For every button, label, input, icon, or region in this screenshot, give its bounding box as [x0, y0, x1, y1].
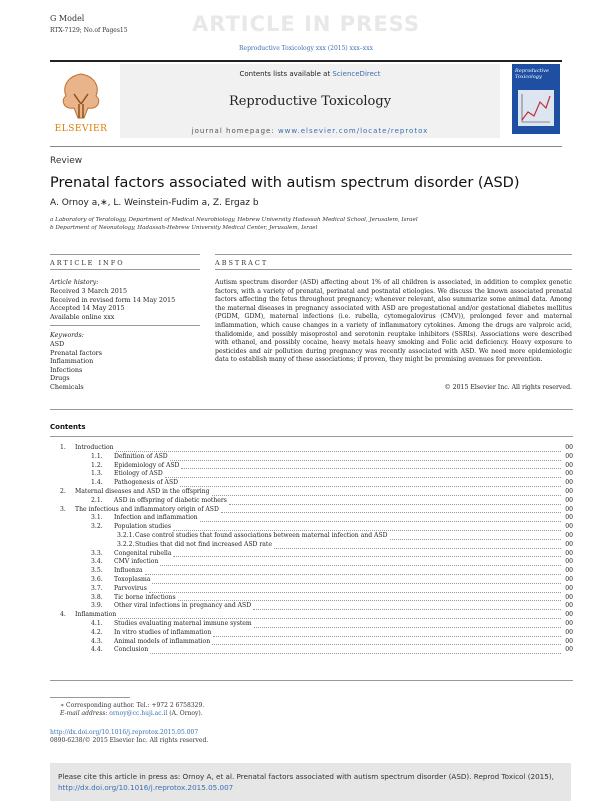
toc-leader [212, 495, 561, 496]
divider [215, 254, 572, 255]
affiliation-a: a Laboratory of Teratology, Department of Medical Neurobiology, Hebrew University Hadassah Medical School, Jerusalem, Israel [50, 217, 418, 223]
toc-entry[interactable] [50, 611, 573, 620]
article-info-heading: ARTICLE INFO [50, 259, 125, 267]
abstract-heading: ABSTRACT [215, 259, 269, 267]
divider [50, 254, 200, 255]
history-line: Received in revised form 14 May 2015 [50, 295, 176, 304]
toc-number: 3.4. [91, 558, 103, 566]
toc-title: Other viral infections in pregnancy and ASD [114, 602, 252, 610]
toc-leader [160, 565, 561, 566]
keyword-list [50, 340, 102, 392]
toc-number: 3.3. [91, 549, 103, 557]
toc-leader [212, 644, 561, 645]
divider [215, 269, 572, 270]
toc-title: CMV infection [114, 558, 159, 566]
table-of-contents [50, 444, 573, 655]
toc-entry[interactable] [50, 444, 573, 453]
email-suffix: (A. Ornoy). [167, 710, 203, 717]
toc-number: 1.2. [91, 461, 103, 469]
keyword: Drugs [50, 374, 70, 383]
toc-page: 00 [565, 523, 573, 531]
ref-line: RTX-7129; No.of Pages15 [50, 27, 128, 34]
toc-number: 3.9. [91, 602, 103, 610]
toc-entry[interactable] [50, 497, 573, 506]
toc-page: 00 [565, 540, 573, 548]
divider [50, 680, 573, 681]
toc-page: 00 [565, 505, 573, 513]
toc-leader [173, 556, 561, 557]
toc-title: Infection and inflammation [114, 514, 198, 522]
homepage-prefix: journal homepage: [191, 127, 278, 135]
toc-leader [149, 592, 561, 593]
toc-entry[interactable] [50, 462, 573, 471]
toc-number: 1.1. [91, 452, 103, 460]
toc-number: 1. [60, 444, 66, 451]
toc-number: 3.5. [91, 567, 103, 575]
toc-number: 2. [60, 487, 66, 495]
abstract-copyright: © 2015 Elsevier Inc. All rights reserved. [444, 384, 572, 391]
keyword: ASD [50, 340, 65, 348]
sciencedirect-link[interactable]: ScienceDirect [332, 70, 381, 78]
toc-title: Introduction [75, 444, 114, 451]
toc-title: Studies evaluating maternal immune system [114, 619, 252, 627]
doi-link[interactable]: http://dx.doi.org/10.1016/j.reprotox.2015.05.007 [50, 729, 199, 736]
toc-entry[interactable] [50, 479, 573, 488]
issn-line: 0890-6238/© 2015 Elsevier Inc. All rights reserved. [50, 737, 209, 744]
journal-homepage [120, 127, 500, 135]
toc-leader [181, 468, 561, 469]
article-title: Prenatal factors associated with autism spectrum disorder (ASD) [50, 175, 520, 191]
toc-entry[interactable] [50, 567, 573, 576]
toc-leader [178, 600, 561, 601]
toc-number: 2.1. [91, 496, 103, 504]
toc-title: Population studies [114, 523, 171, 531]
toc-title: In vitro studies of inflammation [114, 628, 212, 636]
toc-number: 3. [60, 505, 66, 513]
toc-leader [180, 486, 561, 487]
article-history [50, 287, 175, 321]
toc-leader [165, 477, 561, 478]
toc-page: 00 [565, 593, 573, 601]
toc-leader [221, 512, 561, 513]
toc-number: 4. [60, 611, 66, 619]
journal-citation[interactable]: Reproductive Toxicology xxx (2015) xxx–xxx [239, 45, 373, 52]
footnote-rule [50, 697, 130, 698]
toc-entry[interactable] [50, 550, 573, 559]
author-list: A. Ornoy a,∗, L. Weinstein-Fudim a, Z. Ergaz b [50, 198, 259, 208]
toc-page: 00 [565, 444, 573, 451]
toc-leader [116, 451, 561, 452]
toc-entry[interactable] [50, 453, 573, 462]
toc-leader [274, 548, 561, 549]
toc-title: Animal models of inflammation [114, 637, 211, 645]
divider [50, 325, 200, 326]
email-prefix: E-mail address: [60, 710, 110, 717]
toc-title: ASD in offspring of diabetic mothers [114, 496, 227, 504]
toc-entry[interactable] [50, 602, 573, 611]
keyword: Infections [50, 365, 83, 374]
toc-title: Toxoplasma [114, 575, 151, 583]
toc-title: Conclusion [114, 646, 149, 654]
toc-leader [213, 636, 561, 637]
toc-number: 3.6. [91, 575, 103, 583]
history-heading: Article history: [50, 278, 99, 286]
divider [50, 436, 573, 437]
toc-title: Maternal diseases and ASD in the offspring [75, 487, 210, 495]
toc-number: 1.4. [91, 479, 103, 487]
corresponding-author: ∗ Corresponding author. Tel.: +972 2 6758329. [60, 702, 205, 709]
cover-title: Reproductive Toxicology [515, 68, 549, 80]
toc-entry[interactable] [50, 514, 573, 523]
toc-number: 3.8. [91, 593, 103, 601]
toc-page: 00 [565, 470, 573, 478]
toc-page: 00 [565, 549, 573, 557]
toc-entry[interactable] [50, 541, 573, 550]
toc-entry[interactable] [50, 576, 573, 585]
toc-number: 4.1. [91, 619, 103, 627]
toc-page: 00 [565, 514, 573, 522]
toc-title: Congenital rubella [114, 549, 172, 557]
toc-leader [170, 460, 561, 461]
citation-doi-link[interactable]: http://dx.doi.org/10.1016/j.reprotox.2015.05.007 [58, 783, 234, 792]
toc-number: 4.3. [91, 637, 103, 645]
citation-prefix: Please cite this article in press as: Ornoy A, et al. Prenatal factors associated with autism spectrum disorder (ASD). Reprod Toxicol (2015), [58, 772, 554, 781]
toc-page: 00 [565, 461, 573, 469]
toc-title: Influenza [114, 567, 143, 575]
keyword: Prenatal factors [50, 348, 103, 357]
contents-heading: Contents [50, 423, 86, 431]
toc-number: 3.2. [91, 523, 103, 531]
journal-title: Reproductive Toxicology [228, 94, 392, 109]
keyword: Inflammation [50, 357, 94, 366]
contents-lists-line [120, 70, 500, 78]
article-type: Review [50, 156, 83, 166]
toc-page: 00 [565, 496, 573, 504]
toc-number: 3.2.1. [117, 531, 135, 539]
toc-page: 00 [565, 611, 573, 619]
toc-number: 3.7. [91, 584, 103, 592]
publisher-name: ELSEVIER [54, 124, 108, 134]
toc-entry[interactable] [50, 646, 573, 655]
toc-entry[interactable] [50, 558, 573, 567]
toc-leader [200, 521, 561, 522]
toc-title: Etiology of ASD [114, 470, 163, 478]
toc-leader [173, 530, 561, 531]
homepage-link[interactable]: www.elsevier.com/locate/reprotox [277, 127, 429, 135]
article-in-press-banner: ARTICLE IN PRESS [192, 12, 420, 36]
toc-entry[interactable] [50, 470, 573, 479]
toc-page: 00 [565, 452, 573, 460]
toc-page: 00 [565, 619, 573, 627]
toc-entry[interactable] [50, 629, 573, 638]
toc-page: 00 [565, 567, 573, 575]
model-label: G Model [50, 14, 85, 23]
toc-leader [229, 504, 561, 505]
affiliation-b: b Department of Neonatology, Hadassah-Hebrew University Medical Center, Jerusalem, Israel [50, 225, 318, 231]
toc-number: 3.1. [91, 514, 103, 522]
toc-entry[interactable] [50, 620, 573, 629]
toc-page: 00 [565, 575, 573, 583]
toc-title: Parvovirus [114, 584, 147, 592]
toc-entry[interactable] [50, 488, 573, 497]
toc-entry[interactable] [50, 585, 573, 594]
journal-cover-image [512, 64, 560, 134]
toc-entry[interactable] [50, 638, 573, 647]
toc-page: 00 [565, 584, 573, 592]
toc-title: Epidemiology of ASD [114, 461, 180, 469]
toc-page: 00 [565, 602, 573, 610]
contents-prefix: Contents lists available at [239, 70, 333, 78]
toc-page: 00 [565, 479, 573, 487]
toc-page: 00 [565, 531, 573, 539]
toc-title: Pathogenesis of ASD [114, 479, 179, 487]
toc-leader [150, 653, 561, 654]
toc-entry[interactable] [50, 523, 573, 532]
toc-leader [152, 583, 561, 584]
toc-page: 00 [565, 558, 573, 566]
keywords-heading: Keywords: [50, 331, 84, 339]
toc-number: 1.3. [91, 470, 103, 478]
toc-entry[interactable] [50, 506, 573, 515]
toc-number: 4.4. [91, 646, 103, 654]
citation-text [58, 771, 568, 793]
toc-leader [145, 574, 561, 575]
toc-title: Tic borne infections [114, 593, 176, 601]
history-line: Available online xxx [50, 312, 115, 321]
toc-title: Studies that did not find increased ASD rate [135, 540, 272, 548]
toc-leader [254, 627, 561, 628]
toc-title: Case control studies that found associations between maternal infection and ASD [135, 531, 388, 539]
toc-page: 00 [565, 637, 573, 645]
toc-page: 00 [565, 487, 573, 495]
toc-leader [390, 539, 561, 540]
toc-number: 3.2.2. [117, 540, 135, 548]
history-line: Accepted 14 May 2015 [50, 304, 125, 313]
email-link[interactable]: ornoy@cc.huji.ac.il [109, 710, 168, 717]
toc-number: 4.2. [91, 628, 103, 636]
toc-entry[interactable] [50, 532, 573, 541]
toc-page: 00 [565, 628, 573, 636]
history-line: Received 3 March 2015 [50, 287, 128, 295]
toc-title: Definition of ASD [114, 452, 168, 460]
toc-leader [118, 618, 561, 619]
divider [50, 409, 573, 410]
toc-entry[interactable] [50, 594, 573, 603]
keyword: Chemicals [50, 382, 84, 391]
cover-graphic-icon [518, 90, 554, 126]
toc-page: 00 [565, 646, 573, 654]
abstract-text: Autism spectrum disorder (ASD) affecting about 1% of all children is associated, in addition to complex genetic factors, with a variety of prenatal, perinatal and postnatal etiologies. We discuss the known associated prenatal factors affecting the fetus throughout pregnancy; whenever relevant, also summarize some animal data. Among the maternal diseases in pregnancy associated with ASD are pregestational and/or gestational diabetes mellitus (PGDM, GDM), maternal infections (i.e. rubella, cytomegalovirus (CMV)), prolonged fever and maternal inflammation, which cause changes in a variety of inflammatory cytokines. Among the drugs are valproic acid, thalidomide, and possibly misoprostol and serotonin reuptake inhibitors (SSRIs). Associations were described with ethanol, and possibly cocaine, heavy metals heavy smoking and Folic acid deficiency. Heavy exposure to pesticides and air pollution during pregnancy was recently associated with ASD. We need more epidemiologic data to establish many of these associations; if proven, they might be promising avenues for prevention. [215, 279, 572, 364]
toc-leader [253, 609, 561, 610]
toc-title: The infectious and inflammatory origin of ASD [75, 505, 219, 513]
divider [50, 269, 200, 270]
email-line [60, 710, 203, 717]
toc-title: Inflammation [75, 611, 117, 619]
